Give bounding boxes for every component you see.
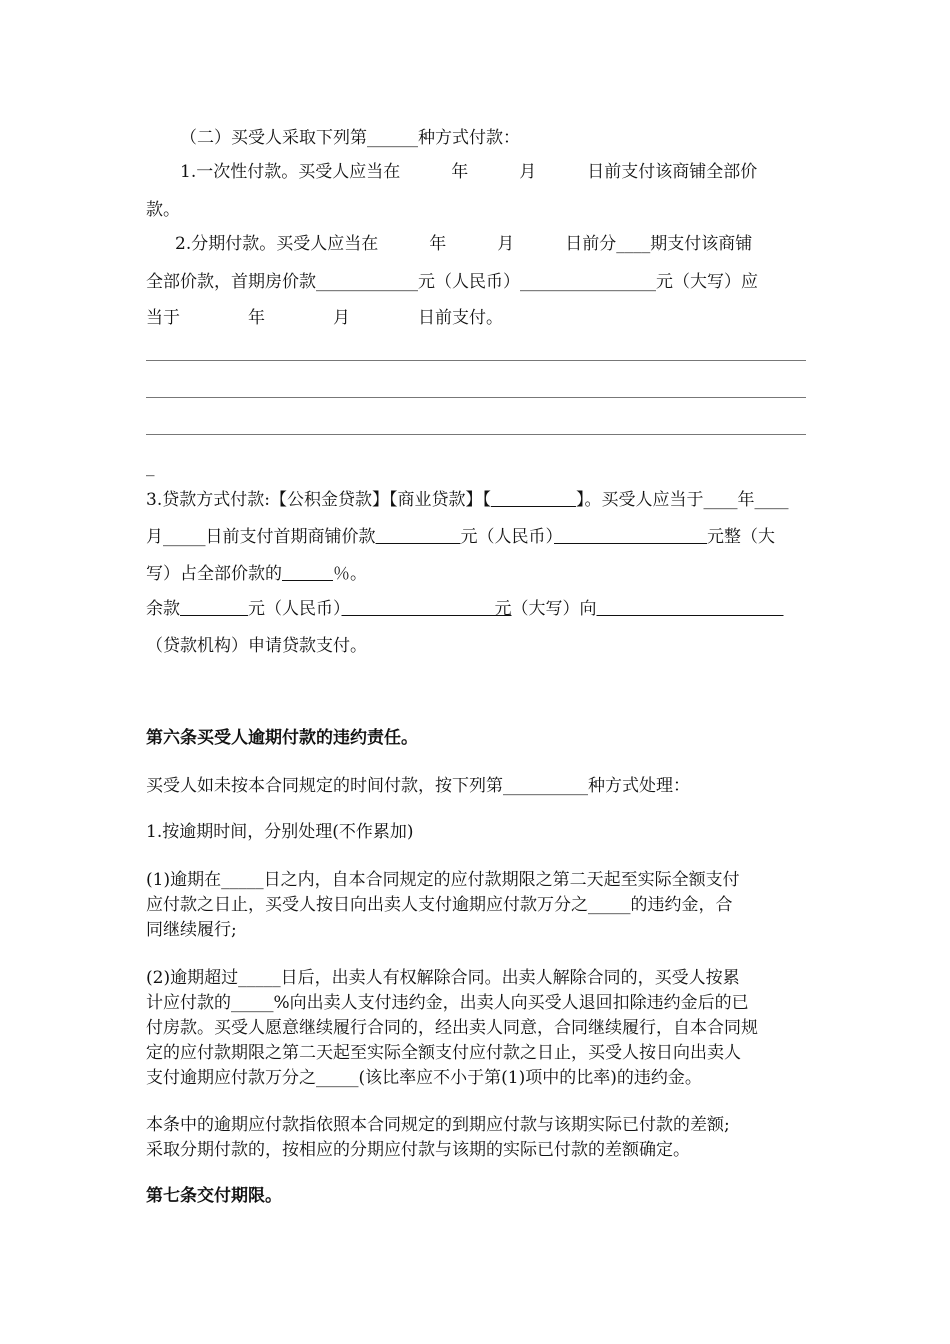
- loan-line-3-text-b: ％。: [333, 564, 367, 584]
- blank-rule-3: [146, 434, 806, 435]
- article-6-p3-line-2: 采取分期付款的，按相应的分期应付款与该期的实际已付款的差额确定。: [146, 1140, 690, 1160]
- article-6-p1-line-3: 同继续履行;: [146, 920, 237, 940]
- article-6-p2-line-5: 支付逾期应付款万分之_____(该比率应不小于第(1)项中的比率)的违约金。: [146, 1068, 702, 1088]
- rest-text-c: 元: [494, 599, 512, 619]
- installment-line-3: 当于 年 月 日前支付。: [146, 308, 503, 328]
- blank-rule-1: [146, 360, 806, 361]
- loan-line-2-text-a: 月_____日前支付首期商铺价款: [146, 527, 376, 547]
- rest-text-d: （大写）向: [511, 599, 597, 619]
- rest-text-a: 余款: [146, 599, 180, 619]
- loan-line-2-text-b: 元（人民币）: [460, 527, 554, 547]
- article-6-p2-line-2: 计应付款的_____%向出卖人支付违约金，出卖人向买受人退回扣除违约金后的已: [146, 993, 749, 1013]
- article-6-p2-line-1: (2)逾期超过_____日后，出卖人有权解除合同。出卖人解除合同的，买受人按累: [146, 968, 740, 988]
- loan-line-1-end: 】。买受人应当于____年____: [575, 490, 789, 510]
- percent-blank: [282, 564, 333, 584]
- article-6-p1-line-1: (1)逾期在_____日之内，自本合同规定的应付款期限之第二天起至实际全额支付: [146, 870, 740, 890]
- article-6-p2-line-3: 付房款。买受人愿意继续履行合同的，经出卖人同意，合同继续履行，自本合同规: [146, 1018, 758, 1038]
- rest-words-blank: [342, 599, 495, 619]
- blank-rule-2: [146, 397, 806, 398]
- lump-sum-line-2: 款。: [146, 200, 180, 220]
- rest-text-b: 元（人民币）: [248, 599, 342, 619]
- first-payment-words-blank: [554, 527, 707, 547]
- payment-intro: （二）买受人采取下列第______种方式付款：: [180, 128, 520, 148]
- installment-line-1: 2.分期付款。买受人应当在 年 月 日前分____期支付该商铺: [175, 234, 753, 254]
- rest-line-1: [146, 597, 784, 621]
- loan-line-1-text: 3.贷款方式付款:【公积金贷款】【商业贷款】【: [146, 490, 491, 510]
- rest-amount-blank: [180, 599, 248, 619]
- article-7-heading: 第七条交付期限。: [146, 1186, 282, 1206]
- loan-line-3: [146, 562, 367, 586]
- first-payment-blank: [376, 527, 461, 547]
- loan-line-2-text-c: 元整（大: [707, 527, 775, 547]
- article-6-item-1: 1.按逾期时间，分别处理(不作累加): [146, 822, 414, 842]
- article-6-p3-line-1: 本条中的逾期应付款指依照本合同规定的到期应付款与该期实际已付款的差额;: [146, 1115, 730, 1135]
- loan-line-1: [146, 488, 788, 512]
- article-6-p1-line-2: 应付款之日止，买受人按日向出卖人支付逾期应付款万分之_____的违约金，合: [146, 895, 733, 915]
- installment-line-2: 全部价款，首期房价款____________元（人民币）________________元（大写）应: [146, 272, 758, 292]
- lump-sum-line-1: 1.一次性付款。买受人应当在 年 月 日前支付该商铺全部价: [180, 162, 758, 182]
- article-6-heading: 第六条买受人逾期付款的违约责任。: [146, 728, 418, 748]
- loan-type-blank: [491, 490, 576, 510]
- loan-line-2: [146, 525, 775, 549]
- rest-line-2: （贷款机构）申请贷款支付。: [146, 636, 367, 656]
- lender-blank: [597, 599, 784, 619]
- article-6-p2-line-4: 定的应付款期限之第二天起至实际全额支付应付款之日止，买受人按日向出卖人: [146, 1043, 741, 1063]
- loan-line-3-text-a: 写）占全部价款的: [146, 564, 282, 584]
- article-6-intro: 买受人如未按本合同规定的时间付款，按下列第__________种方式处理：: [146, 776, 690, 796]
- blank-rule-tail: _: [146, 457, 155, 477]
